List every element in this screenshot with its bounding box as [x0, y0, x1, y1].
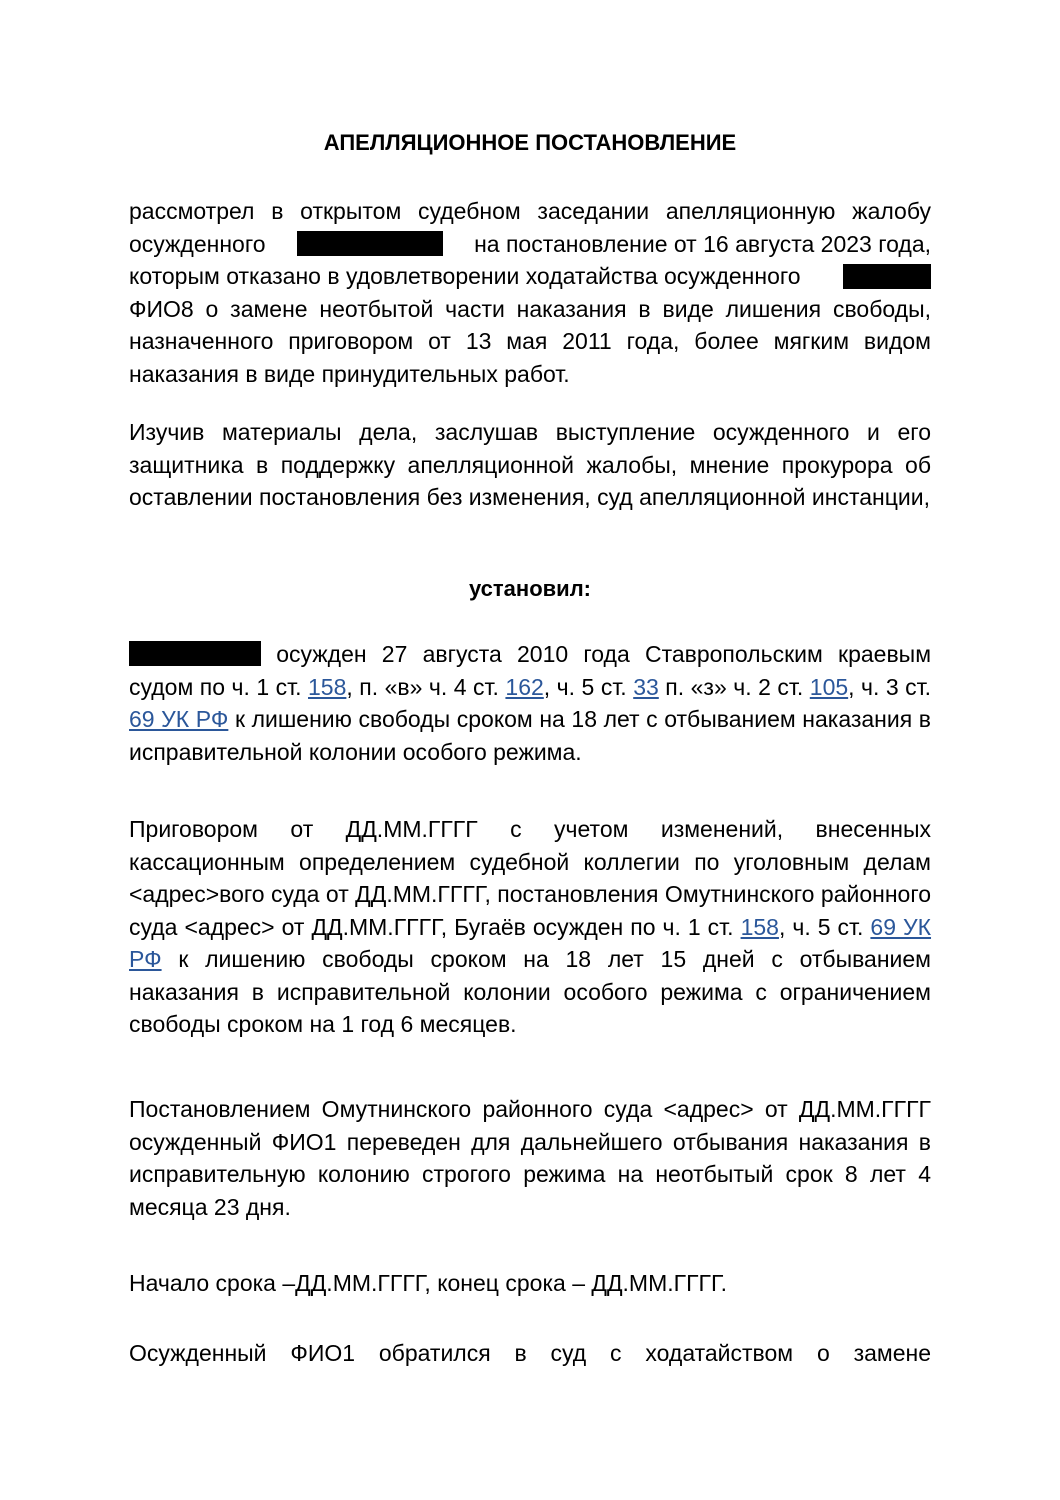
p1-line-1: рассмотрел в открытом судебном заседании апелляционную жалобу — [129, 198, 931, 224]
document-title: АПЕЛЛЯЦИОННОЕ ПОСТАНОВЛЕНИЕ — [323, 130, 737, 155]
p1-line-3-text: которым отказано в удовлетворении ходатайства осужденного — [129, 263, 801, 289]
redaction-block — [297, 231, 443, 256]
p4-text-1: Приговором от ДД.ММ.ГГГГ с учетом изменений, внесенных кассационным определением судебной коллегии по уголовным делам <адрес>вого суда от ДД.ММ.ГГГГ, постановления Омутнинского районного суда <адрес> от ДД.ММ.ГГГГ, Бугаёв осужден по ч. 1 ст. — [129, 816, 931, 940]
paragraph-transfer: Постановлением Омутнинского районного суда <адрес> от ДД.ММ.ГГГГ осужденный ФИО1 переведен для дальнейшего отбывания наказания в исправительную колонию строгого режима на неотбытый срок 8 лет 4 месяца 23 дня. — [129, 1096, 931, 1220]
paragraph-term: Начало срока –ДД.ММ.ГГГГ, конец срока – ДД.ММ.ГГГГ. — [129, 1270, 728, 1296]
p3-text-6: к лишению свободы сроком на 18 лет с отбыванием наказания в исправительной колонии особого режима. — [129, 706, 931, 765]
section-heading-established: установил: — [468, 576, 591, 601]
p3-text-3: , ч. 5 ст. — [543, 673, 627, 700]
redaction-block — [129, 641, 261, 666]
p1-rest: ФИО8 о замене неотбытой части наказания в виде лишения свободы, назначенного приговором от 13 мая 2011 года, более мягким видом наказания в виде принудительных работ. — [129, 295, 931, 387]
article-link-69-uk-rf[interactable]: 69 УК РФ — [129, 706, 229, 732]
article-link-158[interactable]: 158 — [308, 673, 347, 700]
p3-text-1: осужден 27 августа 2010 года Ставропольским краевым судом по ч. 1 ст. — [129, 641, 932, 700]
p3-text-4: п. «з» ч. 2 ст. — [665, 673, 804, 700]
p1-line-2-end: на постановление от 16 августа 2023 года, — [474, 230, 931, 257]
paragraph-hearing: Изучив материалы дела, заслушав выступление осужденного и его защитника в поддержку апелляционной жалобы, мнение прокурора об оставлении постановления без изменения, суд апелляционной инстанции, — [129, 419, 931, 510]
paragraph-petition: Осужденный ФИО1 обратился в суд с ходатайством о замене — [129, 1340, 931, 1366]
redaction-block — [843, 264, 931, 289]
p4-text-2: , ч. 5 ст. — [778, 913, 864, 940]
p3-text-2: , п. «в» ч. 4 ст. — [346, 673, 499, 700]
paragraph-conviction — [129, 638, 931, 768]
article-link-69-uk-rf[interactable]: 69 УК РФ — [129, 913, 932, 972]
article-link-158[interactable]: 158 — [740, 913, 779, 940]
p1-line-3 — [129, 260, 931, 293]
paragraph-sentence — [129, 813, 931, 1041]
paragraph-appeal-subject — [129, 195, 931, 390]
p4-text-3: к лишению свободы сроком на 18 лет 15 дней с отбыванием наказания в исправительной колонии особого режима с ограничением свободы сроком на 1 год 6 месяцев. — [129, 946, 931, 1037]
p1-line-2-start: осужденного — [129, 230, 266, 257]
article-link-33[interactable]: 33 — [633, 673, 659, 700]
article-link-105[interactable]: 105 — [809, 673, 849, 700]
p1-line-2 — [129, 228, 931, 261]
p3-text-5: , ч. 3 ст. — [848, 673, 932, 700]
article-link-162[interactable]: 162 — [505, 673, 544, 700]
